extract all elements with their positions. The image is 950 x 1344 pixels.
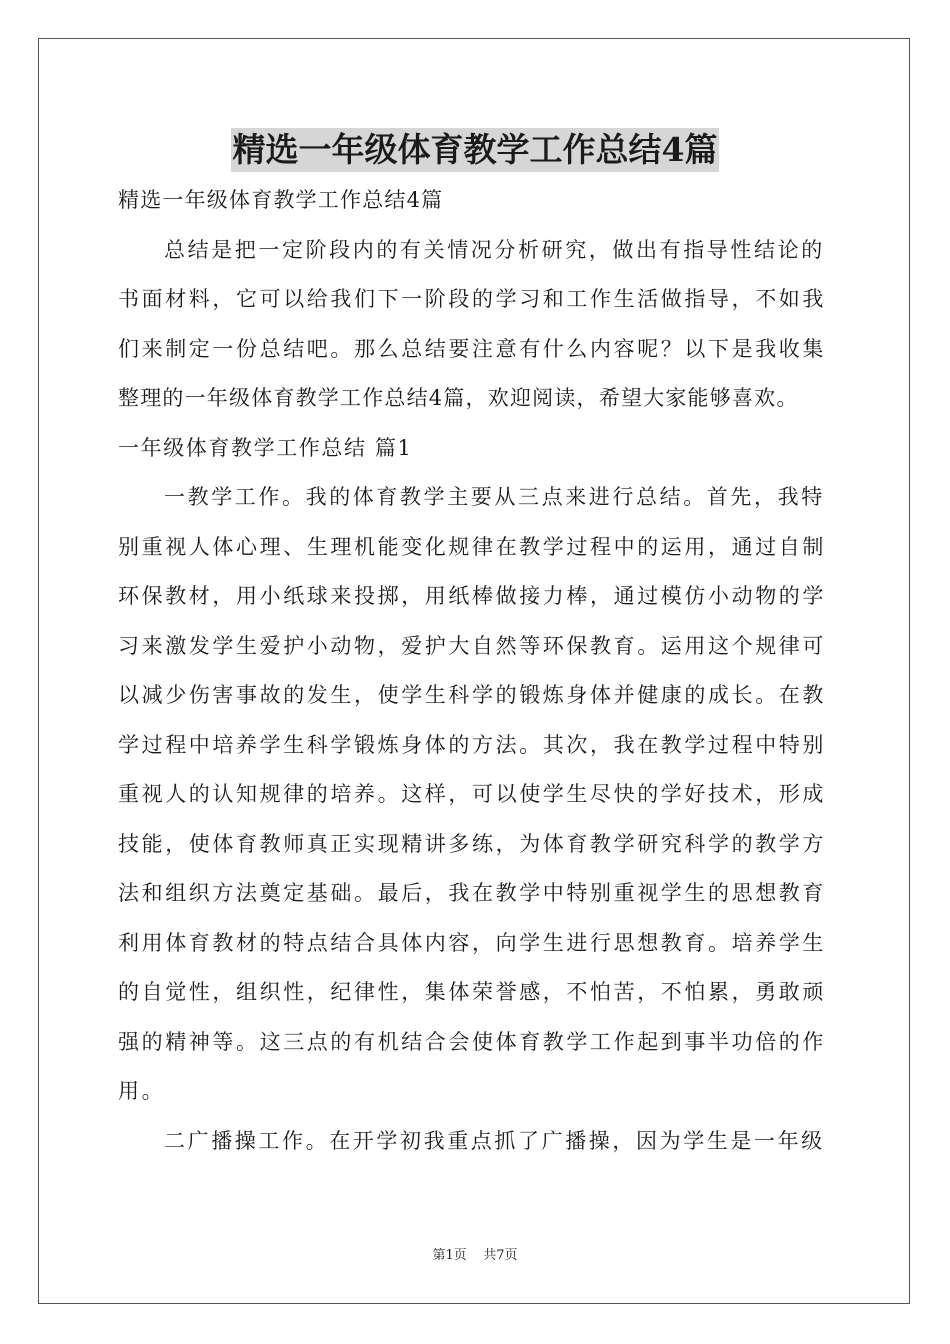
paragraph-line: 们来制定一份总结吧。那么总结要注意有什么内容呢？以下是我收集 (118, 336, 826, 361)
paragraph-line: 学过程中培养学生科学锻炼身体的方法。其次，我在教学过程中特别 (118, 732, 826, 757)
paragraph-line: 用。 (118, 1079, 166, 1103)
paragraph-line: 强的精神等。这三点的有机结合会使体育教学工作起到事半功倍的作 (118, 1029, 826, 1054)
paragraph-line: 利用体育教材的特点结合具体内容，向学生进行思想教育。培养学生 (118, 930, 826, 955)
document-body (118, 180, 836, 1170)
page-number: 第1页 (432, 1248, 467, 1263)
paragraph-line: 习来激发学生爱护小动物，爱护大自然等环保教育。运用这个规律可 (118, 633, 826, 658)
page-footer (0, 1246, 950, 1266)
paragraph-line: 书面材料，它可以给我们下一阶段的学习和工作生活做指导，不如我 (118, 287, 826, 311)
page-total: 共7页 (483, 1248, 518, 1263)
paragraph-line: 的自觉性，组织性，纪律性，集体荣誉感，不怕苦，不怕累，勇敢顽 (118, 980, 826, 1004)
subtitle-line: 精选一年级体育教学工作总结4篇 (118, 188, 444, 212)
document-title: 精选一年级体育教学工作总结4篇 (231, 128, 720, 172)
paragraph-line: 以减少伤害事故的发生，使学生科学的锻炼身体并健康的成长。在教 (118, 683, 826, 707)
paragraph-line: 别重视人体心理、生理机能变化规律在教学过程中的运用，通过自制 (118, 534, 826, 559)
paragraph-line: 重视人的认知规律的培养。这样，可以使学生尽快的学好技术，形成 (118, 782, 826, 806)
paragraph-line: 二广播操工作。在开学初我重点抓了广播操，因为学生是一年级 (164, 1128, 825, 1153)
paragraph-line: 一教学工作。我的体育教学主要从三点来进行总结。首先，我特 (164, 485, 825, 509)
title-container (0, 128, 950, 172)
paragraph-line: 法和组织方法奠定基础。最后，我在教学中特别重视学生的思想教育 (118, 881, 826, 905)
paragraph-line: 环保教材，用小纸球来投掷，用纸棒做接力棒，通过模仿小动物的学 (118, 584, 826, 608)
paragraph-line: 总结是把一定阶段内的有关情况分析研究，做出有指导性结论的 (164, 237, 825, 262)
paragraph-line: 技能，使体育教师真正实现精讲多练，为体育教学研究科学的教学方 (118, 831, 826, 856)
section-heading: 一年级体育教学工作总结 篇1 (118, 435, 413, 460)
paragraph-line: 整理的一年级体育教学工作总结4篇，欢迎阅读，希望大家能够喜欢。 (118, 386, 799, 410)
